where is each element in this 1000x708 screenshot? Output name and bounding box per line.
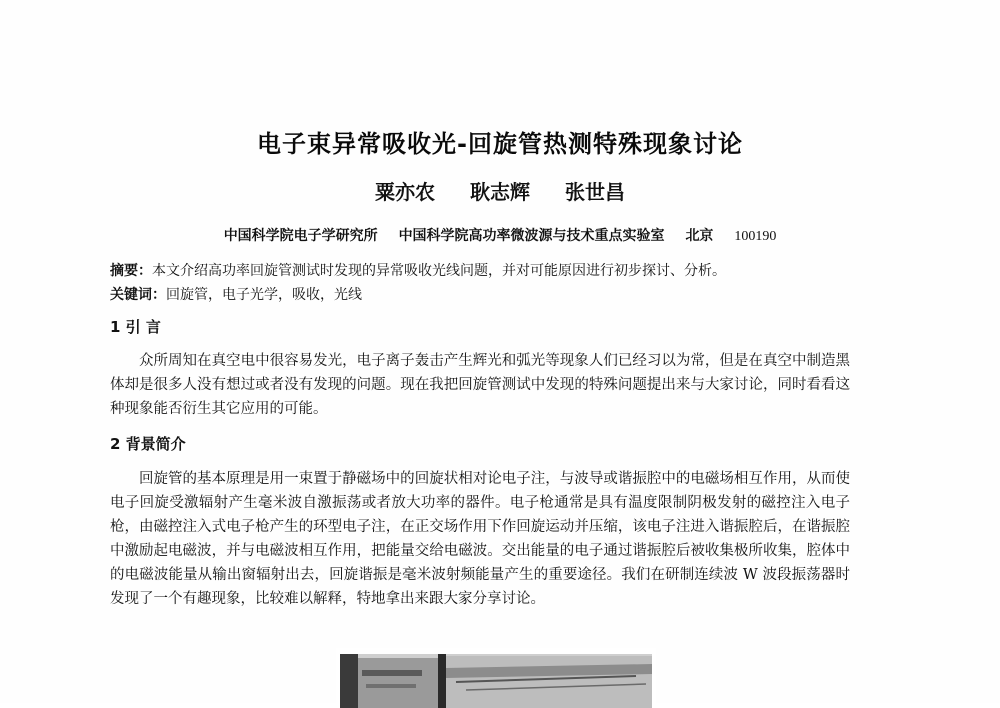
keywords-text: 回旋管，电子光学，吸收，光线 <box>166 287 362 303</box>
gyrotron-photo <box>336 648 656 708</box>
affiliation-city: 北京 <box>685 228 714 244</box>
section-heading-background: 2 背景简介 <box>110 435 186 453</box>
keywords-label: 关键词： <box>110 287 166 303</box>
section-paragraph-intro: 众所周知在真空电中很容易发光，电子离子轰击产生辉光和弧光等现象人们已经习以为常，但是在真空中制造黑体却是很多人没有想过或者没有发现的问题。现在我把回旋管测试中发现的特殊问题提出来与大家讨论，同时看看这种现象能否衍生其它应用的可能。 <box>110 353 850 417</box>
section-paragraph-background: 回旋管的基本原理是用一束置于静磁场中的回旋状相对论电子注，与波导或谐振腔中的电磁场相互作用，从而使电子回旋受激辐射产生毫米波自激振荡或者放大功率的器件。电子枪通常是具有温度限制阴极发射的磁控注入电子枪，由磁控注入式电子枪产生的环型电子注，在正交场作用下作回旋运动并压缩，该电子注进入谐振腔后，在谐振腔中激励起电磁波，并与电磁波相互作用，把能量交给电磁波。交出能量的电子通过谐振腔后被收集极所收集，腔体中的电磁波能量从输出窗辐射出去，回旋谐振是毫米波射频能量产生的重要途径。我们在研制连续波 W 波段振荡器时发现了一个有趣现象，比较难以解释，特地拿出来跟大家分享讨论。 <box>110 471 850 607</box>
paper-title: 电子束异常吸收光-回旋管热测特殊现象讨论 <box>257 130 743 158</box>
affiliation-org-2: 中国科学院高功率微波源与技术重点实验室 <box>398 228 665 244</box>
section-heading-intro: 1 引 言 <box>110 318 161 336</box>
gyrotron-photo-figure <box>336 648 656 708</box>
affiliation-org-1: 中国科学院电子学研究所 <box>223 228 378 244</box>
abstract-label: 摘要： <box>110 263 152 279</box>
abstract-text: 本文介绍高功率回旋管测试时发现的异常吸收光线问题，并对可能原因进行初步探讨、分析。 <box>152 263 726 279</box>
author-list <box>0 176 1000 205</box>
author-name: 耿志辉 <box>470 180 530 204</box>
affiliation-postcode: 100190 <box>734 229 777 244</box>
abstract-line <box>110 259 870 283</box>
author-name: 张世昌 <box>564 180 625 204</box>
author-name: 粟亦农 <box>375 180 436 204</box>
affiliation-line <box>0 225 1000 245</box>
abstract-block <box>110 259 870 307</box>
keywords-line <box>110 283 870 307</box>
